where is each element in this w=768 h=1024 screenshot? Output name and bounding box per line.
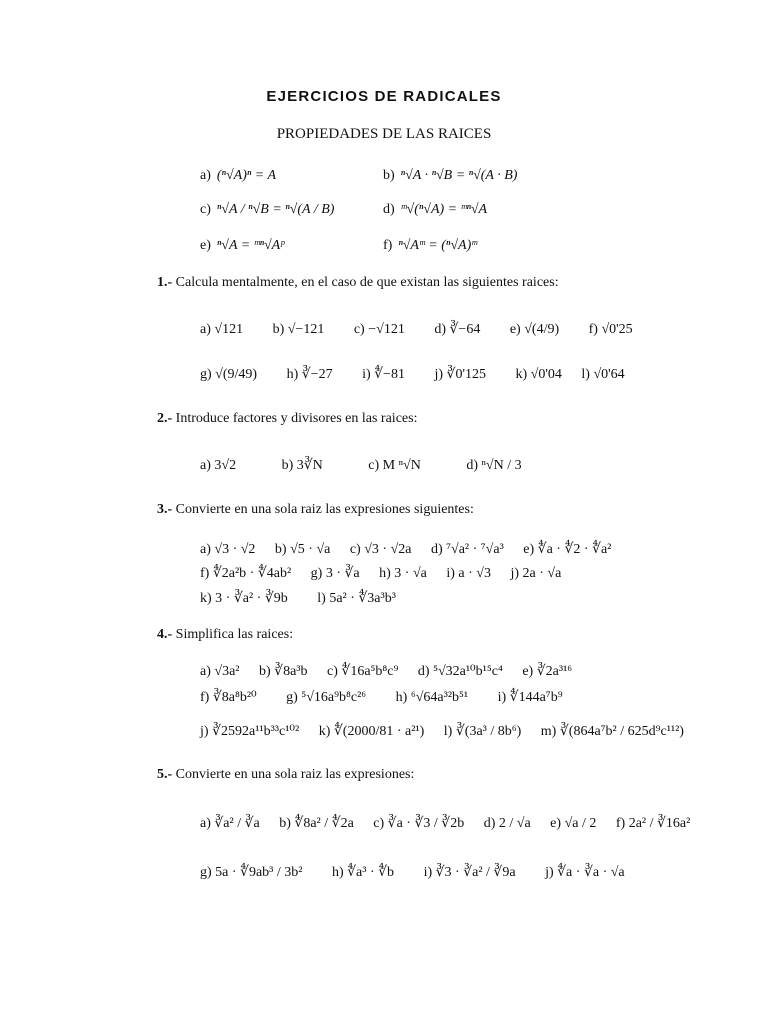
exercise-item: g) 5a · ∜9ab³ / 3b² bbox=[200, 865, 303, 880]
exercise-item: l) 5a² · ∜3a³b³ bbox=[317, 591, 396, 606]
property-label: e) bbox=[200, 238, 211, 253]
exercise-instruction: Introduce factores y divisores en las raices: bbox=[175, 411, 418, 426]
exercise-item: j) ∛0'125 bbox=[434, 367, 486, 382]
property-item bbox=[383, 167, 517, 185]
exercise-heading-1 bbox=[157, 275, 559, 291]
exercise-item: d) 2 / √a bbox=[483, 816, 531, 831]
exercise-item: f) √0'25 bbox=[588, 322, 633, 337]
exercise-item: g) √(9/49) bbox=[200, 367, 258, 382]
exercise-item: h) ∜a³ · ∜b bbox=[331, 865, 395, 880]
exercise-item: h) ⁶√64a³²b⁵¹ bbox=[395, 690, 469, 705]
exercise-item: c) √3 · √2a bbox=[349, 542, 412, 557]
exercise-item: f) ∜2a²b · ∜4ab² bbox=[200, 566, 292, 581]
property-label: d) bbox=[383, 202, 395, 217]
exercise-item: d) ⁵√32a¹⁰b¹⁵c⁴ bbox=[417, 664, 503, 679]
exercise-heading-5 bbox=[157, 767, 414, 783]
property-expression: ⁿ√Aᵐ = (ⁿ√A)ᵐ bbox=[398, 238, 478, 253]
property-expression: (ⁿ√A)ⁿ = A bbox=[216, 168, 277, 183]
exercise-item: h) 3 · √a bbox=[379, 566, 427, 581]
exercise-item: c) −√121 bbox=[353, 322, 405, 337]
exercise-item: b) 3∛N bbox=[281, 458, 323, 473]
exercise-number: 2.- bbox=[157, 411, 173, 426]
exercise-item: a) √121 bbox=[200, 322, 244, 337]
property-label: b) bbox=[383, 168, 395, 183]
exercise-item: e) √(4/9) bbox=[509, 322, 560, 337]
exercise-item: e) ∛2a³¹⁶ bbox=[522, 664, 573, 679]
exercise-item: a) ∛a² / ∛a bbox=[200, 816, 260, 831]
exercise-instruction: Calcula mentalmente, en el caso de que existan las siguientes raices: bbox=[175, 275, 559, 290]
exercise-instruction: Convierte en una sola raiz las expresiones siguientes: bbox=[175, 502, 474, 517]
page-title: EJERCICIOS DE RADICALES bbox=[266, 88, 502, 105]
exercise-item: c) M ⁿ√N bbox=[368, 458, 421, 473]
property-label: f) bbox=[383, 238, 393, 253]
exercise-row bbox=[200, 541, 627, 559]
exercise-item: f) 2a² / ∛16a² bbox=[615, 816, 691, 831]
page-subtitle: PROPIEDADES DE LAS RAICES bbox=[276, 126, 492, 142]
exercise-item: c) ∛a · ∛3 / ∛2b bbox=[373, 816, 465, 831]
property-expression: ⁿ√A · ⁿ√B = ⁿ√(A · B) bbox=[400, 168, 518, 183]
exercise-item: f) ∛8a⁸b²⁰ bbox=[200, 690, 257, 705]
exercise-number: 1.- bbox=[157, 275, 173, 290]
exercise-item: d) ⁿ√N / 3 bbox=[466, 458, 522, 473]
property-label: a) bbox=[200, 168, 211, 183]
exercise-item: j) ∜a · ∛a · √a bbox=[545, 865, 625, 880]
exercise-item: d) ⁷√a² · ⁷√a³ bbox=[430, 542, 504, 557]
exercise-item: b) √5 · √a bbox=[274, 542, 331, 557]
exercise-instruction: Simplifica las raices: bbox=[175, 627, 294, 642]
property-item bbox=[200, 237, 284, 255]
property-item bbox=[200, 167, 276, 185]
exercise-item: b) √−121 bbox=[272, 322, 325, 337]
exercise-row bbox=[200, 590, 412, 608]
exercise-heading-3 bbox=[157, 502, 474, 518]
exercise-row bbox=[200, 864, 641, 882]
exercise-item: k) ∜(2000/81 · a²¹) bbox=[318, 724, 425, 739]
property-item bbox=[383, 237, 477, 255]
exercise-item: h) ∛−27 bbox=[286, 367, 333, 382]
exercise-row bbox=[200, 457, 538, 475]
exercise-item: a) √3a² bbox=[200, 664, 240, 679]
exercise-item: l) √0'64 bbox=[581, 367, 625, 382]
exercise-row bbox=[200, 663, 588, 681]
exercise-item: a) √3 · √2 bbox=[200, 542, 256, 557]
property-item bbox=[200, 201, 334, 219]
exercise-item: b) ∛8a³b bbox=[259, 664, 308, 679]
exercise-heading-4 bbox=[157, 627, 293, 643]
exercise-item: i) ∜144a⁷b⁹ bbox=[497, 690, 563, 705]
exercise-item: i) ∛3 · ∛a² / ∛9a bbox=[423, 865, 516, 880]
exercise-item: b) ∜8a² / ∜2a bbox=[279, 816, 354, 831]
exercise-item: k) √0'04 bbox=[515, 367, 562, 382]
exercise-item: a) 3√2 bbox=[200, 458, 237, 473]
exercise-item: g) ⁵√16a⁹b⁸c²⁶ bbox=[286, 690, 367, 705]
exercise-row bbox=[200, 689, 579, 707]
exercise-item: l) ∛(3a³ / 8b⁶) bbox=[443, 724, 522, 739]
exercise-item: e) ∜a · ∜2 · ∜a² bbox=[523, 542, 612, 557]
exercise-item: g) 3 · ∛a bbox=[310, 566, 360, 581]
exercise-row bbox=[200, 321, 649, 339]
property-expression: ⁿ√A = ᵐⁿ√Aᵖ bbox=[216, 238, 285, 253]
exercise-number: 3.- bbox=[157, 502, 173, 517]
exercise-heading-2 bbox=[157, 411, 417, 427]
exercise-item: c) ∜16a⁵b⁸c⁹ bbox=[327, 664, 399, 679]
property-expression: ᵐ√(ⁿ√A) = ᵐⁿ√A bbox=[400, 202, 488, 217]
exercise-number: 5.- bbox=[157, 767, 173, 782]
exercise-row bbox=[200, 815, 706, 833]
exercise-row bbox=[200, 366, 641, 384]
exercise-number: 4.- bbox=[157, 627, 173, 642]
exercise-item: e) √a / 2 bbox=[550, 816, 597, 831]
exercise-item: i) a · √3 bbox=[446, 566, 491, 581]
property-item bbox=[383, 201, 487, 219]
property-expression: ⁿ√A / ⁿ√B = ⁿ√(A / B) bbox=[216, 202, 335, 217]
exercise-item: m) ∛(864a⁷b² / 625d⁹c¹¹²) bbox=[540, 724, 684, 739]
exercise-row bbox=[200, 723, 700, 741]
property-label: c) bbox=[200, 202, 211, 217]
exercise-item: i) ∜−81 bbox=[362, 367, 405, 382]
exercise-row bbox=[200, 565, 577, 583]
exercise-item: d) ∛−64 bbox=[434, 322, 481, 337]
exercise-item: j) ∛2592a¹¹b³³c¹⁰² bbox=[200, 724, 300, 739]
exercise-item: j) 2a · √a bbox=[510, 566, 562, 581]
exercise-instruction: Convierte en una sola raiz las expresiones: bbox=[175, 767, 415, 782]
exercise-item: k) 3 · ∛a² · ∛9b bbox=[200, 591, 288, 606]
